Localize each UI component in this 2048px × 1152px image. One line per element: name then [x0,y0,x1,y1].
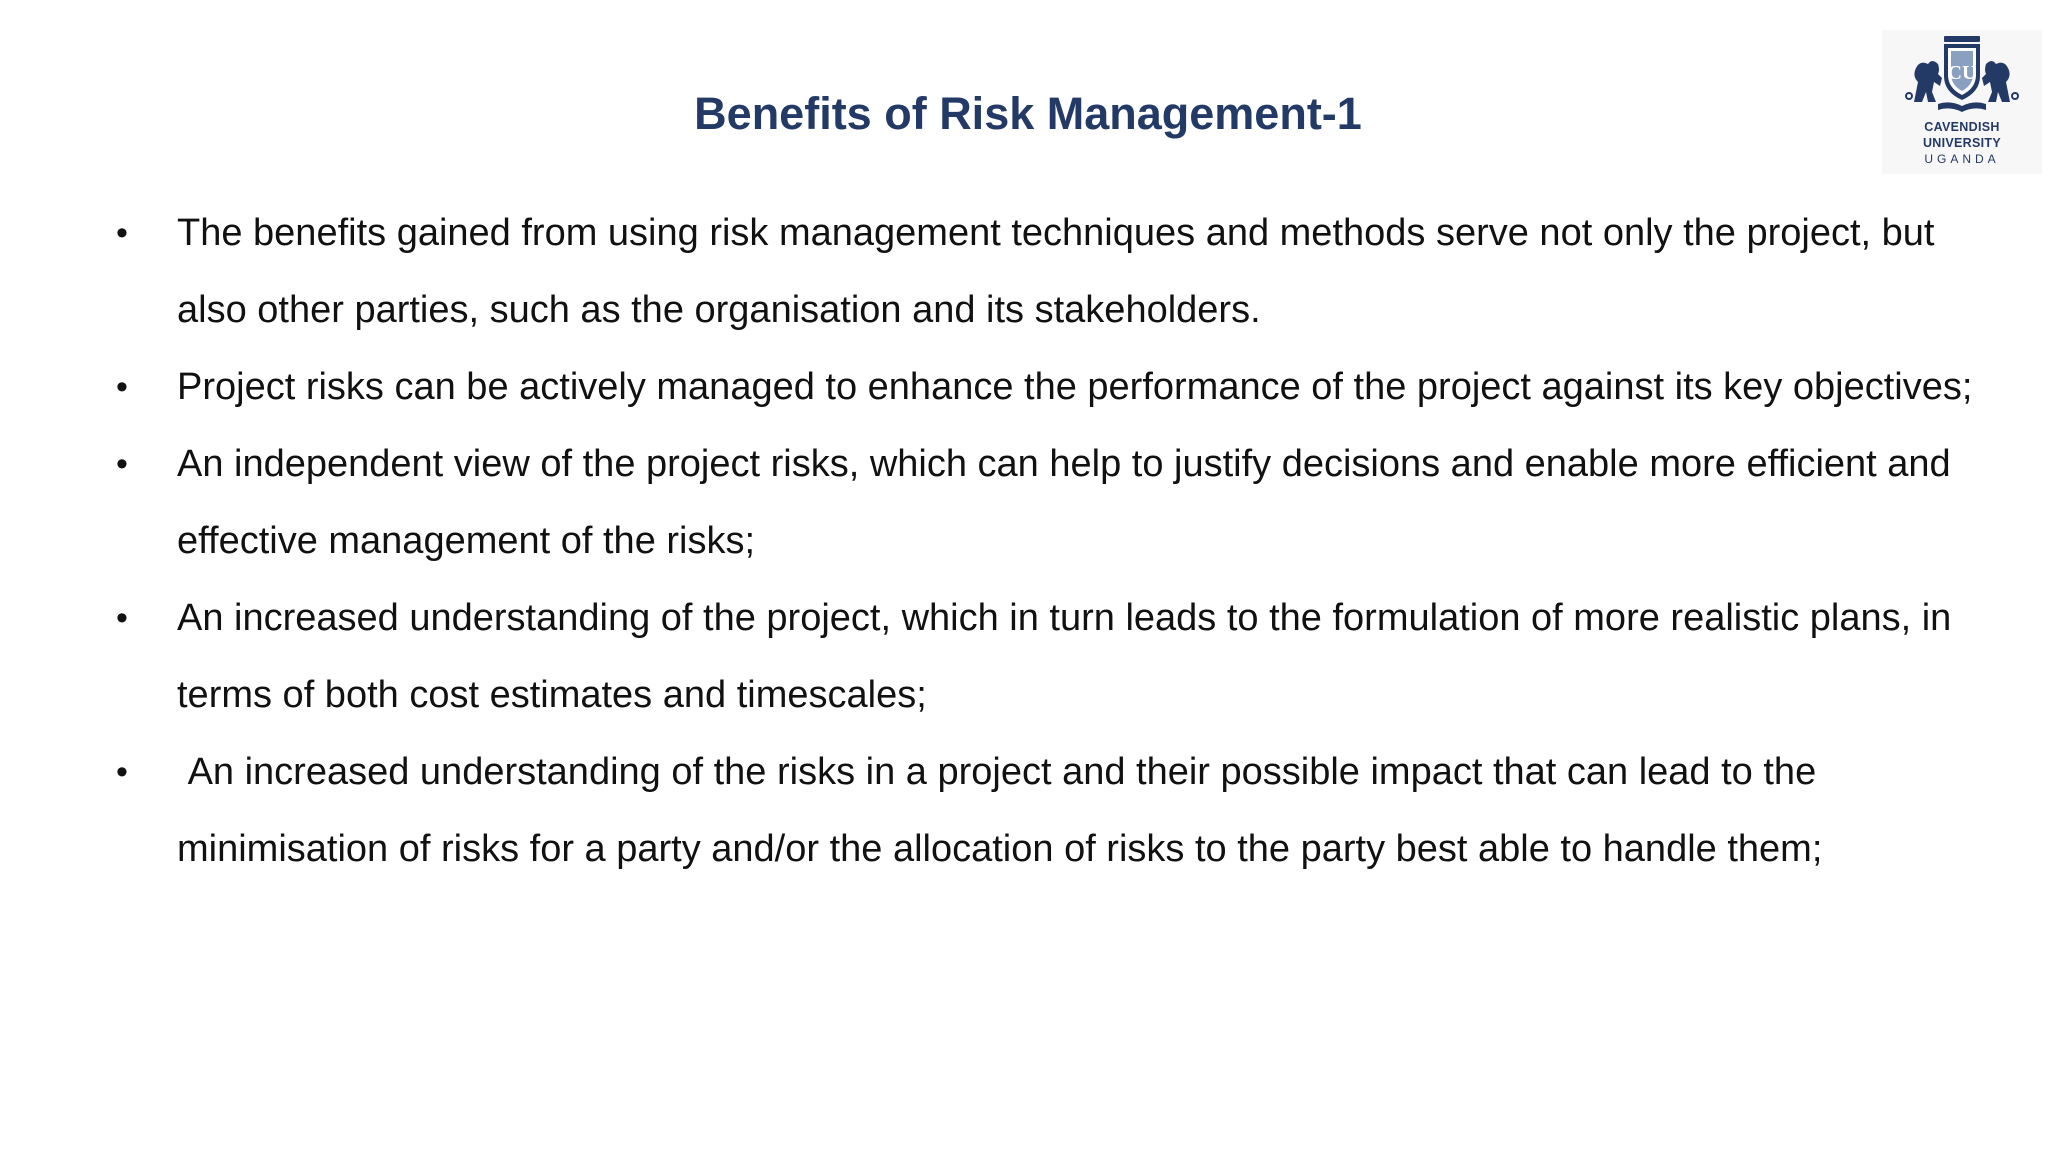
bullet-dot-icon: • [116,753,128,791]
crest-emblem-icon [1882,30,2042,122]
bullet-text: Project risks can be actively managed to enhance the performance of the project against its key objectives; [177,366,1973,408]
bullet-text: An increased understanding of the project, which in turn leads to the formulation of more realistic plans, in terms of both cost estimates and timescales; [177,597,1952,716]
logo-name-line1: CAVENDISH [1924,120,2000,134]
bullet-text: An increased understanding of the risks in a project and their possible impact that can lead to the minimisation of risks for a party and/or the allocation of risks to the party best able to handle them; [177,751,1827,870]
logo-name-line2: UNIVERSITY [1922,136,2001,150]
crest-letters: CU [1947,62,1977,84]
slide-title: Benefits of Risk Management-1 [694,88,1362,139]
bullet-dot-icon: • [116,368,128,406]
bullet-dot-icon: • [116,214,128,252]
logo-name-line3: UGANDA [1924,152,2000,166]
bullet-dot-icon: • [116,445,128,483]
bullet-item [116,349,1986,426]
bullet-item [116,734,1986,888]
bullet-list [116,195,1986,888]
bullet-item [116,426,1986,580]
bullet-text: The benefits gained from using risk management techniques and methods serve not only the project, but also other parties, such as the organisation and its stakeholders. [177,212,1935,331]
bullet-dot-icon: • [116,599,128,637]
bullet-item [116,195,1986,349]
bullet-item [116,580,1986,734]
university-logo [1882,30,2042,174]
bullet-text: An independent view of the project risks, which can help to justify decisions and enable more efficient and effective management of the risks; [177,443,1951,562]
